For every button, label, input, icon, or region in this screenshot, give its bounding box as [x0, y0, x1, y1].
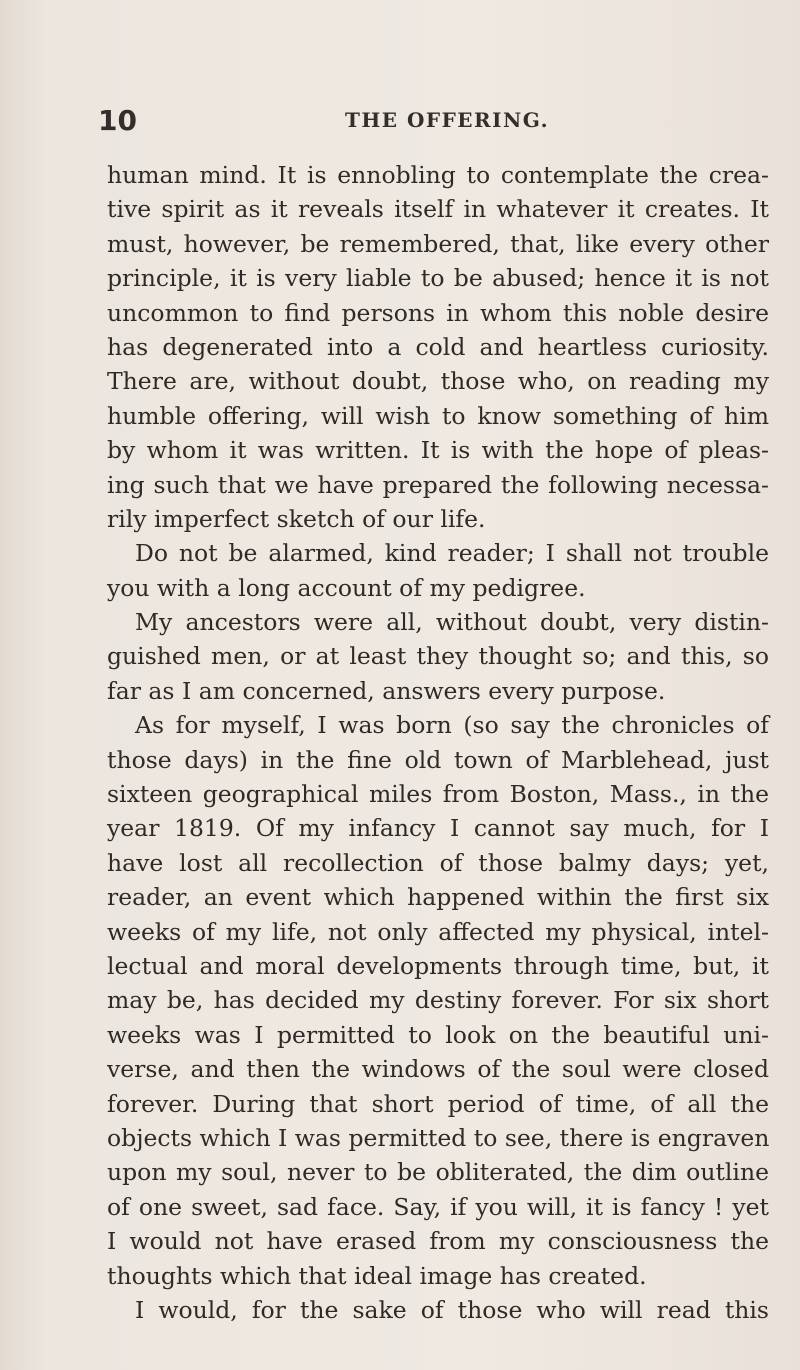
- text-line: weeks of my life, not only affected my physical, intel-: [107, 917, 769, 946]
- text-line: you with a long account of my pedigree.: [107, 573, 586, 602]
- text-line: those days) in the fine old town of Marblehead, just: [107, 745, 769, 774]
- text-line: My ancestors were all, without doubt, very distin-: [135, 608, 769, 637]
- text-line: of one sweet, sad face. Say, if you will, it is fancy ! yet: [107, 1192, 769, 1221]
- text-line: guished men, or at least they thought so; and this, so: [107, 642, 769, 671]
- text-line: There are, without doubt, those who, on reading my: [107, 367, 769, 396]
- text-line: ing such that we have prepared the following necessa-: [107, 470, 769, 499]
- text-line: thoughts which that ideal image has created.: [107, 1261, 647, 1290]
- text-line: rily imperfect sketch of our life.: [107, 504, 486, 533]
- text-line: by whom it was written. It is with the hope of pleas-: [107, 436, 769, 465]
- text-line: I would not have erased from my consciousness the: [107, 1227, 769, 1256]
- text-line: has degenerated into a cold and heartless curiosity.: [107, 332, 769, 361]
- text-line: reader, an event which happened within the first six: [107, 883, 769, 912]
- text-line: year 1819. Of my infancy I cannot say much, for I: [107, 814, 769, 843]
- text-line: upon my soul, never to be obliterated, the dim outline: [107, 1158, 769, 1187]
- text-line: verse, and then the windows of the soul were closed: [107, 1055, 769, 1084]
- text-line: must, however, be remembered, that, like every other: [107, 229, 769, 258]
- text-line: lectual and moral developments through time, but, it: [107, 951, 769, 980]
- text-line: weeks was I permitted to look on the beautiful uni-: [107, 1020, 769, 1049]
- text-line: Do not be alarmed, kind reader; I shall not trouble: [135, 539, 769, 568]
- body-text: [107, 158, 769, 1327]
- text-line: As for myself, I was born (so say the chronicles of: [135, 711, 769, 740]
- text-line: human mind. It is ennobling to contemplate the crea-: [107, 161, 769, 189]
- running-head: THE OFFERING.: [345, 108, 550, 132]
- text-line: principle, it is very liable to be abused; hence it is not: [107, 264, 769, 293]
- text-line: uncommon to find persons in whom this noble desire: [107, 298, 769, 327]
- text-line: humble offering, will wish to know something of him: [107, 401, 769, 430]
- page-number: 10: [98, 104, 137, 137]
- text-line: tive spirit as it reveals itself in whatever it creates. It: [107, 195, 769, 224]
- text-line: far as I am concerned, answers every purpose.: [107, 676, 666, 705]
- text-line: may be, has decided my destiny forever. For six short: [107, 986, 769, 1015]
- page-header: [0, 100, 800, 140]
- text-line: forever. During that short period of time, of all the: [107, 1089, 769, 1118]
- text-line: objects which I was permitted to see, there is engraven: [107, 1123, 770, 1152]
- text-line: I would, for the sake of those who will read this: [135, 1295, 769, 1324]
- text-line: sixteen geographical miles from Boston, Mass., in the: [107, 780, 769, 809]
- text-line: have lost all recollection of those balmy days; yet,: [107, 848, 769, 877]
